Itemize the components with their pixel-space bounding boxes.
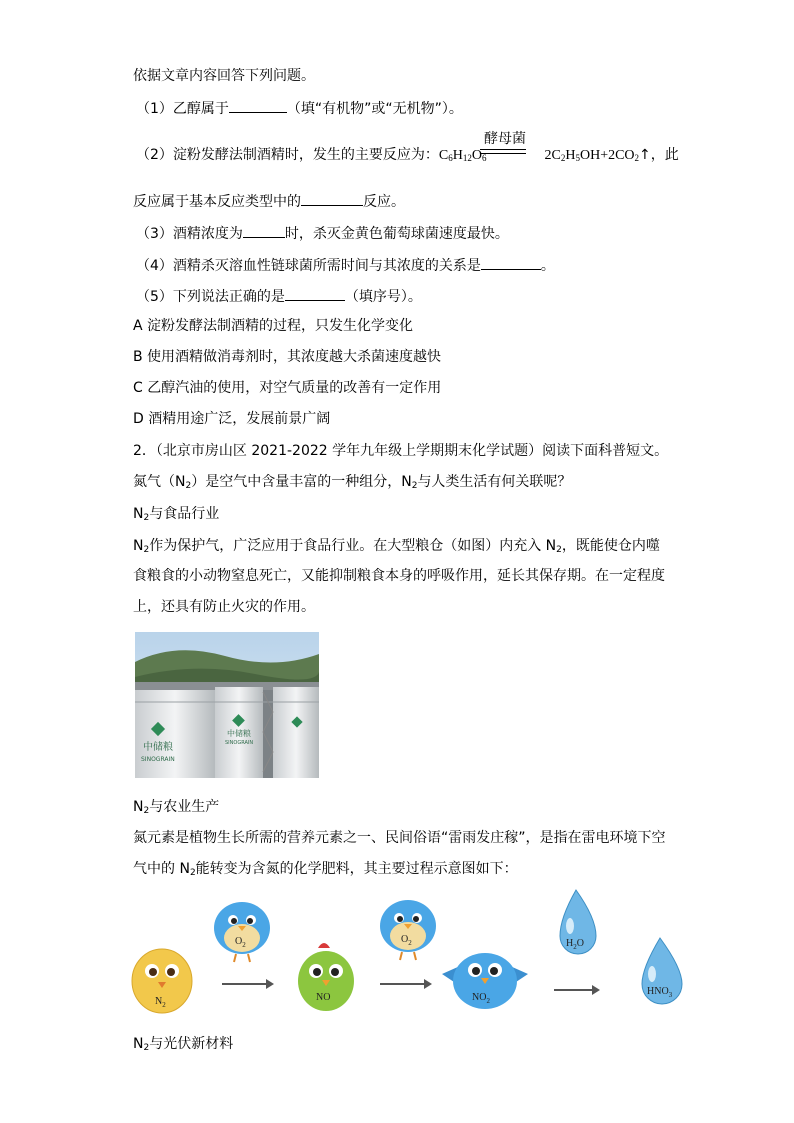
section-heading-food: $N_2$与食品行业 bbox=[133, 506, 220, 523]
option-d: D 酒精用途广泛，发展前景广阔 bbox=[133, 411, 331, 427]
q5-before: （5）下列说法正确的是 bbox=[136, 289, 285, 305]
q2-line2-before: 反应属于基本反应类型中的 bbox=[133, 194, 301, 210]
o2-bird-icon bbox=[214, 902, 270, 962]
no2-bird-icon bbox=[442, 953, 528, 1009]
logo-cn-2: 中储粮 bbox=[227, 729, 251, 738]
arrow-icon bbox=[380, 979, 432, 989]
option-c: C 乙醇汽油的使用，对空气质量的改善有一定作用 bbox=[133, 380, 442, 396]
q4-before: （4）酒精杀灭溶血性链球菌所需时间与其浓度的关系是 bbox=[136, 258, 481, 274]
intro-text: 依据文章内容回答下列问题。 bbox=[133, 68, 315, 84]
q2-tail: ↑，此 bbox=[639, 147, 679, 163]
q5-blank[interactable] bbox=[285, 286, 345, 301]
option-b: B 使用酒精做消毒剂时，其浓度越大杀菌速度越快 bbox=[133, 349, 442, 365]
water-drop-icon bbox=[560, 890, 596, 954]
q1-blank[interactable] bbox=[229, 98, 287, 113]
arrow-icon bbox=[554, 985, 600, 995]
product-formula: $2C_2H_5OH+2CO_2$ bbox=[544, 148, 640, 163]
question-3 bbox=[136, 223, 509, 244]
n2-label: $N_2$ bbox=[155, 996, 166, 1009]
no-label: NO bbox=[316, 992, 331, 1003]
no-bird-icon bbox=[298, 943, 354, 1011]
hno3-drop-icon bbox=[642, 938, 682, 1004]
question-2 bbox=[136, 145, 679, 166]
h2o-label: $H_2O$ bbox=[566, 938, 584, 951]
nitrogen-process-diagram bbox=[130, 886, 690, 1016]
granary-photo bbox=[135, 632, 319, 778]
problem-2-heading: 2．（北京市房山区 2021-2022 学年九年级上学期期末化学试题）阅读下面科普短文。 bbox=[133, 443, 669, 459]
q1-after: （填“有机物”或“无机物”）。 bbox=[286, 101, 463, 117]
q4-blank[interactable] bbox=[481, 255, 541, 270]
question-4 bbox=[136, 255, 555, 276]
paragraph-3-line1: 氮元素是植物生长所需的营养元素之一、民间俗语“雷雨发庄稼”，是指在雷电环境下空 bbox=[133, 830, 666, 846]
q4-after: 。 bbox=[540, 258, 555, 274]
q1-before: （1）乙醇属于 bbox=[136, 101, 229, 117]
reactant-formula: $C_6H_{12}O_6$ bbox=[438, 148, 487, 163]
paragraph-1: 氮气$(N_2)$是空气中含量丰富的一种组分，$N_2$与人类生活有何关联呢？ bbox=[133, 474, 572, 491]
question-1 bbox=[136, 98, 463, 119]
question-5 bbox=[136, 286, 422, 307]
paragraph-3-line2: 气中的 $N_2$能转变为含氮的化学肥料，其主要过程示意图如下： bbox=[133, 861, 518, 878]
q2-blank[interactable] bbox=[301, 191, 363, 206]
q5-after: （填序号）。 bbox=[344, 289, 422, 305]
option-a: A 淀粉发酵法制酒精的过程，只发生化学变化 bbox=[133, 318, 414, 334]
hno3-label: $HNO_3$ bbox=[647, 986, 673, 999]
no2-label: $NO_2$ bbox=[472, 992, 490, 1005]
o2-bird-icon bbox=[380, 900, 436, 960]
o2-label-1: $O_2$ bbox=[235, 936, 246, 949]
q2-before: （2）淀粉发酵法制酒精时，发生的主要反应为： bbox=[136, 147, 439, 163]
logo-en: SINOGRAIN bbox=[141, 756, 175, 763]
arrow-icon bbox=[222, 979, 274, 989]
paragraph-2-line2: 食粮食的小动物窒息死亡，又能抑制粮食本身的呼吸作用，延长其保存期。在一定程度 bbox=[133, 568, 665, 584]
paragraph-2-line1: $N_2$作为保护气，广泛应用于食品行业。在大型粮仓（如图）内充入 $N_2$，既能使仓内噬 bbox=[133, 538, 660, 555]
q3-blank[interactable] bbox=[243, 223, 285, 238]
section-heading-photovoltaic: $N_2$与光伏新材料 bbox=[133, 1036, 234, 1053]
question-2-line2 bbox=[133, 191, 405, 212]
paragraph-2-line3: 上，还具有防止火灾的作用。 bbox=[133, 599, 315, 615]
q3-after: 时，杀灭金黄色葡萄球菌速度最快。 bbox=[284, 226, 509, 242]
o2-label-2: $O_2$ bbox=[401, 934, 412, 947]
section-heading-agriculture: $N_2$与农业生产 bbox=[133, 799, 220, 816]
logo-cn: 中储粮 bbox=[143, 742, 173, 753]
q2-line2-after: 反应。 bbox=[363, 194, 405, 210]
n2-bird-icon bbox=[132, 949, 192, 1013]
logo-en-2: SINOGRAIN bbox=[225, 740, 254, 746]
q3-before: （3）酒精浓度为 bbox=[136, 226, 243, 242]
reaction-condition: 酵母菌 bbox=[484, 131, 526, 147]
